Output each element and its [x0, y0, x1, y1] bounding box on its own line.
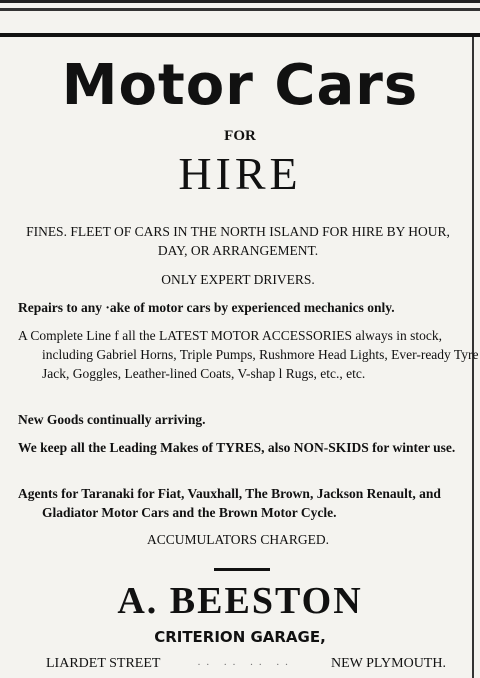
accumulators-text: ACCUMULATORS CHARGED. — [146, 532, 330, 547]
new-goods-text: New Goods continually arriving. — [18, 412, 206, 427]
top-rule-secondary — [0, 8, 480, 11]
divider-rule — [214, 568, 270, 571]
tyres-text: We keep all the Leading Makes of TYRES, also NON-SKIDS for winter use. — [18, 440, 456, 455]
address-line — [46, 656, 446, 672]
leader-dots: .. .. .. .. — [197, 656, 294, 668]
repairs-text: Repairs to any ·ake of motor cars by experienced mechanics only. — [18, 300, 395, 315]
for-label: FOR — [224, 128, 256, 144]
drivers-text: ONLY EXPERT DRIVERS. — [161, 272, 315, 287]
headline: Motor Cars — [61, 53, 419, 118]
column-header-rule — [0, 33, 480, 37]
intro-text: FINES. FLEET OF CARS IN THE NORTH ISLAND FOR HIRE BY HOUR, DAY, OR ARRANGEMENT. — [26, 224, 450, 258]
garage-name: CRITERION GARAGE, — [154, 628, 326, 646]
top-rule — [0, 0, 480, 3]
proprietor-name: A. BEESTON — [117, 580, 363, 622]
street-name: LIARDET STREET — [46, 656, 161, 671]
accessories-text: A Complete Line f all the LATEST MOTOR ACCESSORIES always in stock, including Gabriel Horns, Triple Pumps, Rushmore Head Lights, Ever-ready Tyre Jack, Goggles, Leather-lined Coats, V-shap l Rugs, etc., etc. — [18, 328, 479, 381]
hire-title: HIRE — [178, 148, 302, 199]
town-name: NEW PLYMOUTH. — [330, 656, 446, 671]
agents-text: Agents for Taranaki for Fiat, Vauxhall, The Brown, Jackson Renault, and Gladiator Motor Cars and the Brown Motor Cycle. — [18, 486, 441, 520]
